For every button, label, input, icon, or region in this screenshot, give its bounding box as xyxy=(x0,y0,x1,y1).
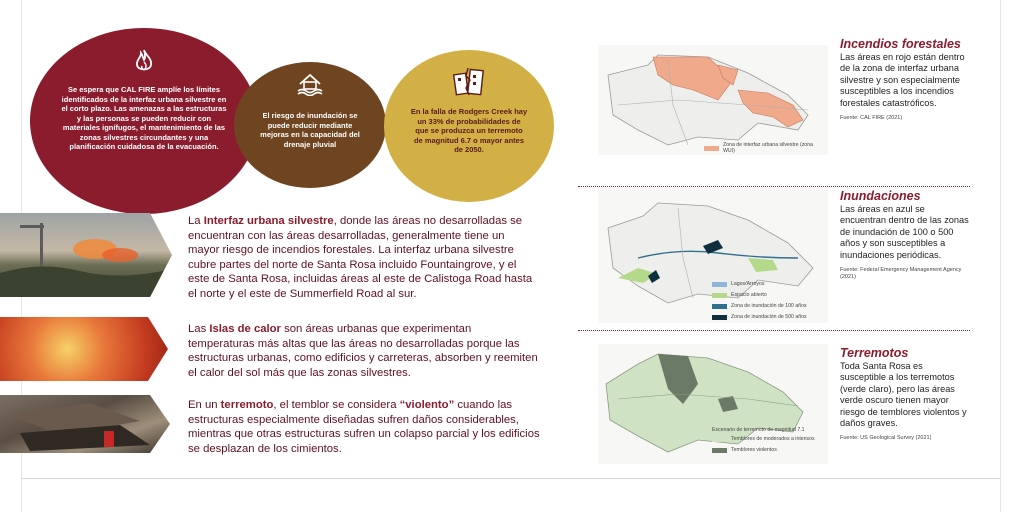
quake-legend xyxy=(712,427,832,458)
quake-legend-title: Escenario de terremoto de magnitud 7.1 xyxy=(712,427,805,433)
cracked-building-icon xyxy=(452,66,486,101)
quake-body: cuando las estructuras especialmente diseñadas sufren daños considerables, mientras que otras estructuras sufren un colapso parcial y los edificios se desplazan de los cimientos. xyxy=(188,399,540,455)
wui-prefix: La xyxy=(188,215,204,227)
legend-label: Temblores de moderados a intensos xyxy=(731,436,815,442)
bottom-rule xyxy=(22,478,1000,479)
quake-paragraph xyxy=(188,398,548,456)
legend-item xyxy=(704,142,814,154)
legend-label: Temblores violentos xyxy=(731,447,777,453)
legend-item xyxy=(712,281,832,287)
quake-mid: , el temblor se considera xyxy=(273,399,400,411)
wildfire-source: Fuente: CAL FIRE (2021) xyxy=(840,115,903,122)
legend-swatch xyxy=(712,293,727,298)
legend-swatch xyxy=(712,437,727,442)
earthquake-damage-photo xyxy=(0,395,170,453)
legend-item xyxy=(712,447,832,453)
flood-legend xyxy=(712,281,832,325)
heat-term: Islas de calor xyxy=(209,323,281,335)
flood-text: Las áreas en azul se encuentran dentro de las zonas de inundación de 100 o 500 años y son susceptibles a inundaciones periódicas. xyxy=(840,204,969,260)
wui-term: Interfaz urbana silvestre xyxy=(203,215,334,227)
heat-body: son áreas urbanas que experimentan temperaturas más altas que las áreas no desarrolladas porque las estructuras urbanas, como edificios y carreteras, absorben y reemiten el calor del sol más que las zonas silvestres. xyxy=(188,323,538,379)
flood-title: Inundaciones xyxy=(840,189,921,203)
section-divider xyxy=(578,330,970,331)
section-divider xyxy=(578,186,970,187)
wildfire-legend xyxy=(704,142,814,159)
heat-prefix: Las xyxy=(188,323,210,335)
wildfire-text: Las áreas en rojo están dentro de la zona de interfaz urbana silvestre y son especialmente susceptibles a los incendios forestales catastróficos. xyxy=(840,52,965,108)
quake-text: Toda Santa Rosa es susceptible a los terremotos (verde claro), pero las áreas verde oscuro tienen mayor riesgo de temblores violentos y daños graves. xyxy=(840,361,967,429)
wui-body: , donde las áreas no desarrolladas se encuentran con las áreas desarrolladas, generalmente tiene un mayor riesgo de incendios forestales. La interfaz urbana silvestre cubre partes del norte de Santa Rosa incluido Fountaingrove, y el este de Santa Rosa, incluidas áreas al este de Calistoga Road hasta el norte y el este de Summerfield Road al sur. xyxy=(188,215,533,300)
quake-title: Terremotos xyxy=(840,346,909,360)
flood-circle-text: El riesgo de inundación se puede reducir mediante mejoras en la capacidad del drenaje pluvial xyxy=(260,111,360,149)
legend-item xyxy=(712,303,832,309)
legend-swatch xyxy=(712,315,727,320)
legend-item xyxy=(712,436,832,442)
flooded-house-icon xyxy=(296,72,324,101)
page-margin-right xyxy=(1000,0,1024,512)
fire-info-circle xyxy=(30,28,258,214)
wildfire-section xyxy=(840,38,970,122)
legend-label: Lagos/Arroyos xyxy=(731,281,765,287)
legend-swatch xyxy=(712,448,727,453)
legend-item xyxy=(712,292,832,298)
quake-prefix: En un xyxy=(188,399,221,411)
flood-info-circle xyxy=(234,62,386,188)
legend-label: Zona de inundación de 500 años xyxy=(731,314,807,320)
heat-map-photo xyxy=(0,317,168,381)
flood-section xyxy=(840,190,970,281)
heat-paragraph xyxy=(188,322,538,380)
legend-item xyxy=(712,314,832,320)
legend-label: Zona de inundación de 100 años xyxy=(731,303,807,309)
flame-icon xyxy=(131,48,157,79)
legend-swatch xyxy=(704,146,719,151)
wui-paragraph xyxy=(188,214,538,301)
legend-label: Zona de interfaz urbana silvestre (zona WUI) xyxy=(723,142,813,154)
quake-section xyxy=(840,347,970,442)
quake-circle-text: En la falla de Rodgers Creek hay un 33% de probabilidades de que se produzca un terremoto de magnitud 6.7 o mayor antes de 2050. xyxy=(410,107,528,154)
quake-info-circle xyxy=(384,50,554,202)
wildfire-photo xyxy=(0,213,172,297)
quake-term-violent: “violento” xyxy=(399,399,455,411)
legend-label: Espacio abierto xyxy=(731,292,767,298)
legend-swatch xyxy=(712,304,727,309)
quake-term: terremoto xyxy=(220,399,274,411)
wildfire-title: Incendios forestales xyxy=(840,37,961,51)
fire-circle-text: Se espera que CAL FIRE amplíe los límites identificados de la interfaz urbana silvestre en el corto plazo. Las amenazas a las estructuras y las personas se pueden reducir con materiales ignífugos, el mantenimiento de las zonas silvestres circundantes y una planificación cuidadosa de la evacuación. xyxy=(61,85,227,151)
legend-swatch xyxy=(712,282,727,287)
flood-source: Fuente: Federal Emergency Management Agency (2021) xyxy=(840,267,962,281)
wildfire-map xyxy=(598,45,828,155)
quake-source: Fuente: US Geological Survey (2021) xyxy=(840,435,932,442)
